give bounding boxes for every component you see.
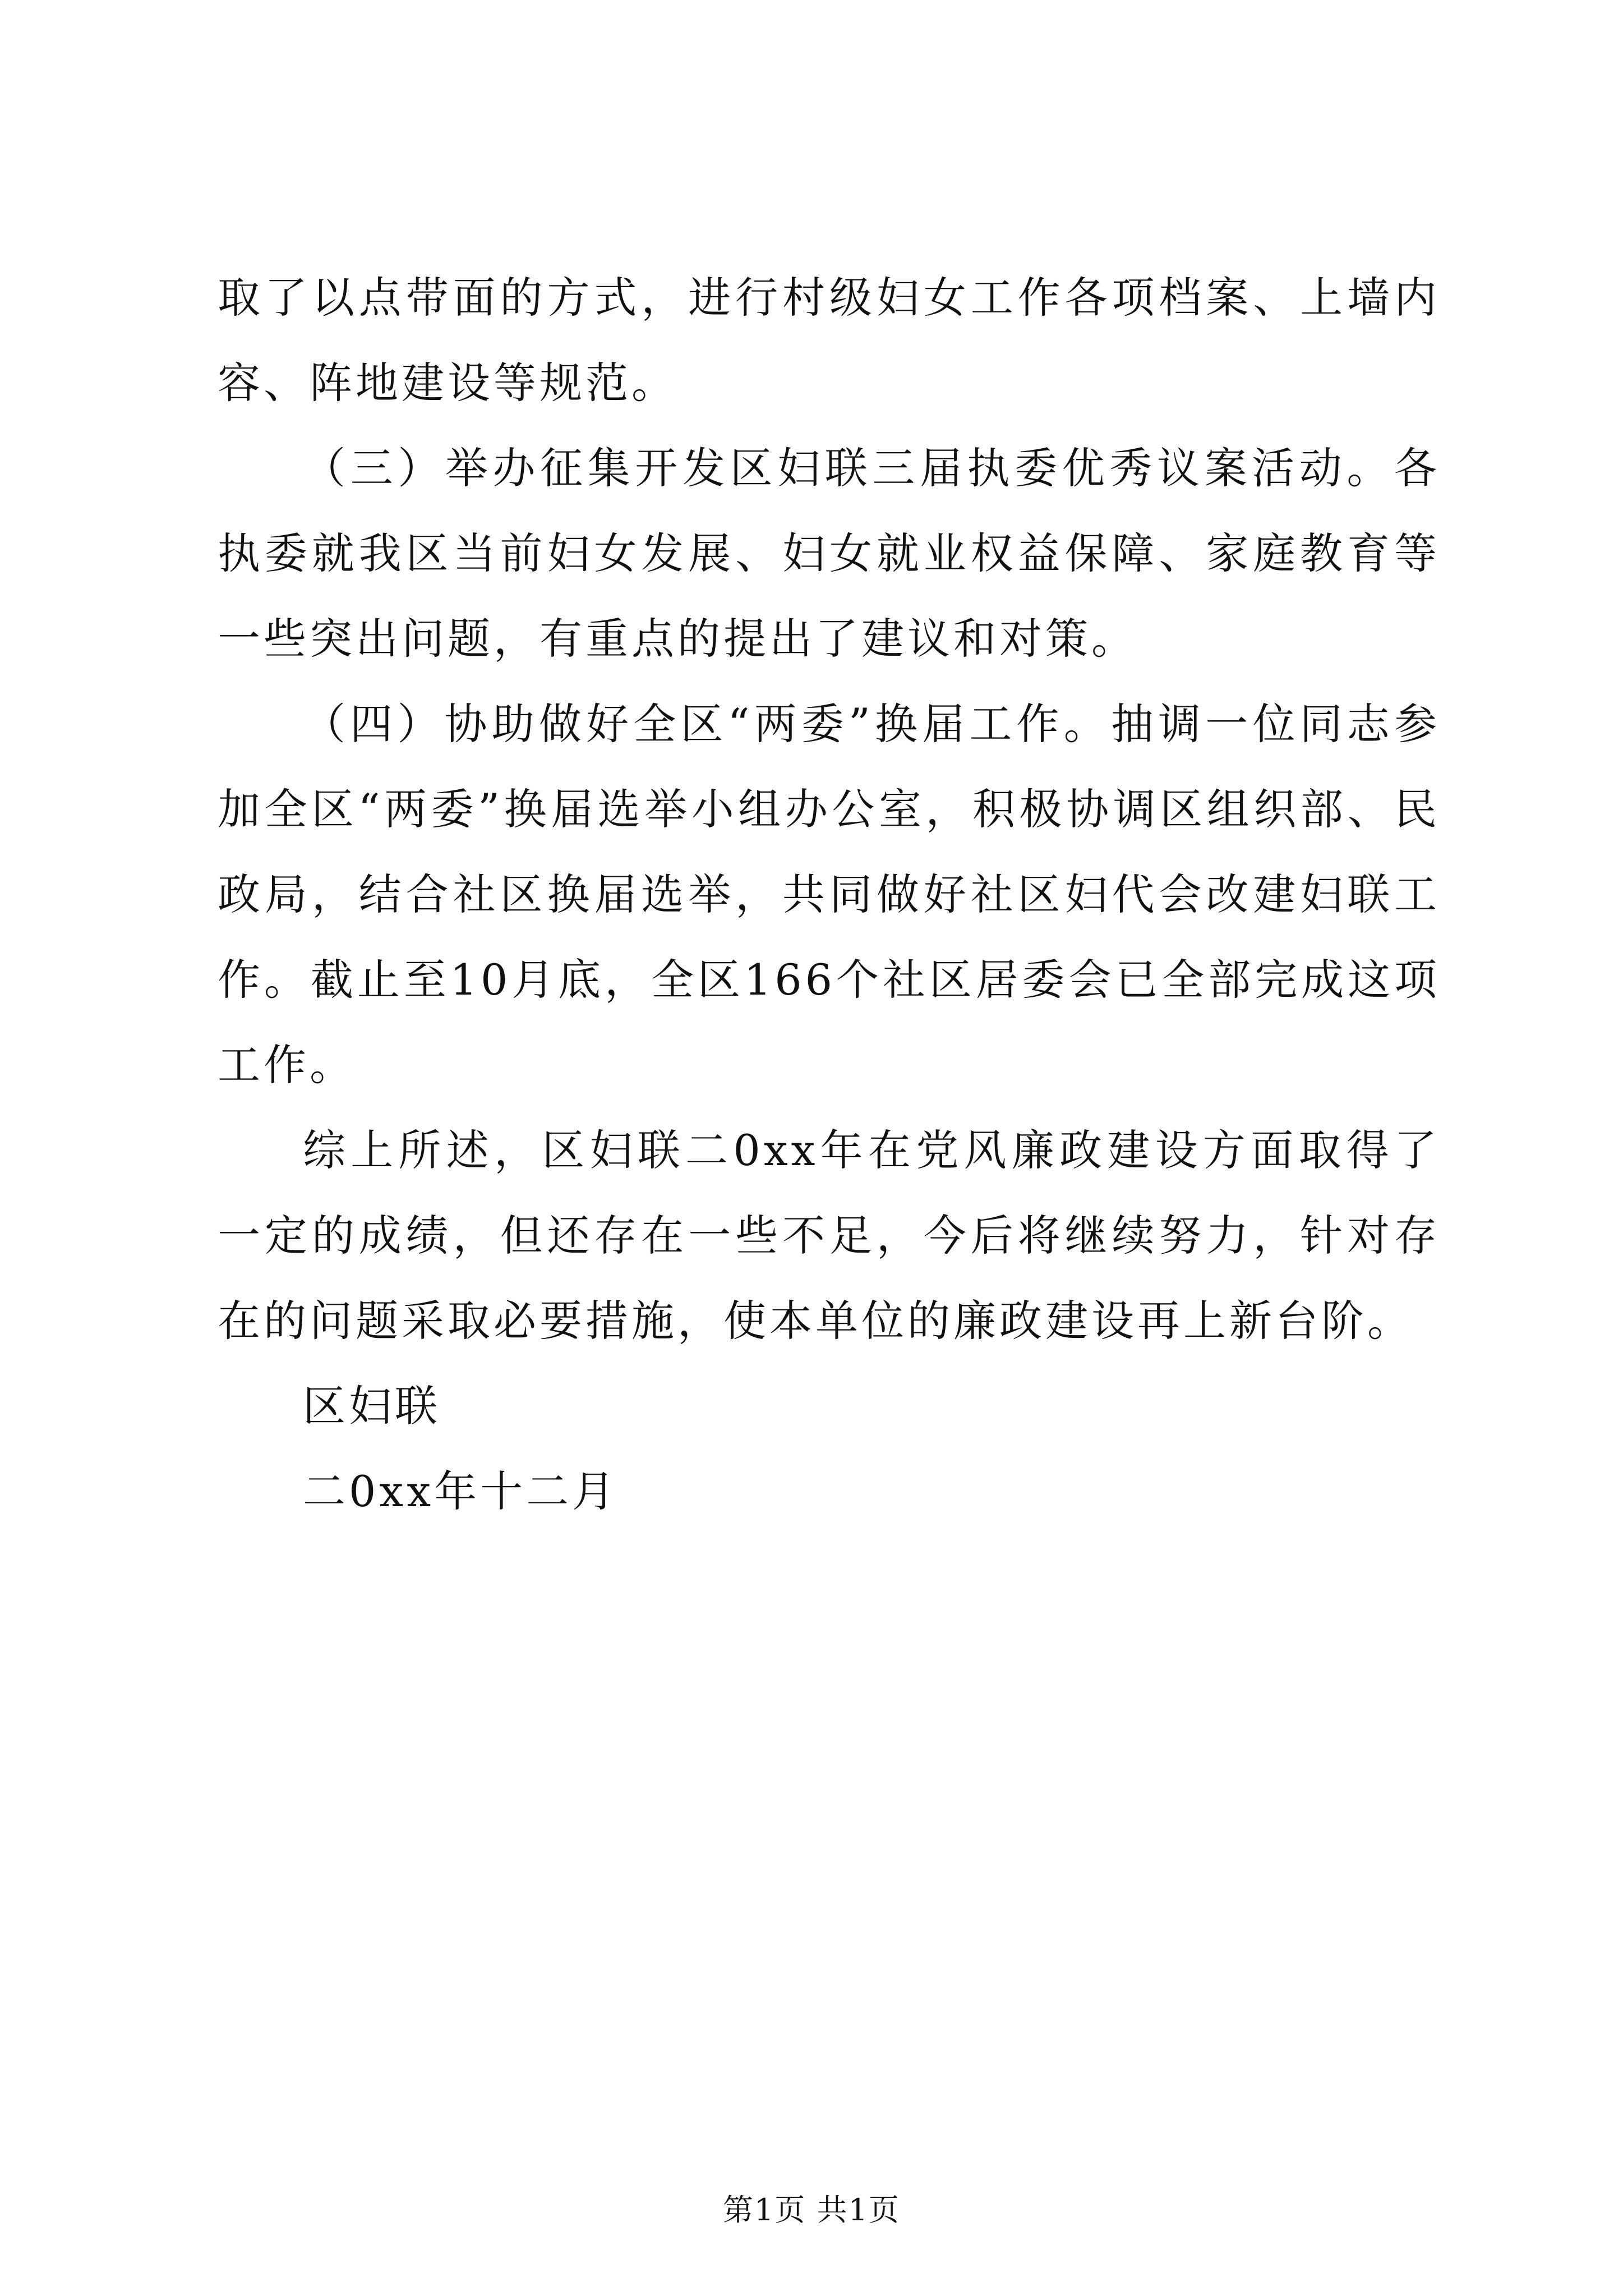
page-footer: 第1页 共1页 <box>723 2192 900 2228</box>
signature-date: 二0xx年十二月 <box>303 1466 619 1516</box>
paragraph-continuation: 取了以点带面的方式，进行村级妇女工作各项档案、上墙内容、阵地建设等规范。 <box>218 273 1440 408</box>
paragraph-summary: 综上所述，区妇联二0xx年在党风廉政建设方面取得了一定的成绩，但还存在一些不足，今后将继续努力，针对存在的问题采取必要措施，使本单位的廉政建设再上新台阶。 <box>218 1125 1440 1346</box>
document-body <box>218 255 1440 1534</box>
paragraph-item-three: （三）举办征集开发区妇联三届执委优秀议案活动。各执委就我区当前妇女发展、妇女就业权益保障、家庭教育等一些突出问题，有重点的提出了建议和对策。 <box>218 443 1440 664</box>
signature-organization: 区妇联 <box>303 1381 441 1431</box>
paragraph-item-four: （四）协助做好全区“两委”换届工作。抽调一位同志参加全区“两委”换届选举小组办公室，积极协调区组织部、民政局，结合社区换届选举，共同做好社区妇代会改建妇联工作。截止至10月底，全区166个社区居委会已全部完成这项工作。 <box>218 699 1440 1090</box>
